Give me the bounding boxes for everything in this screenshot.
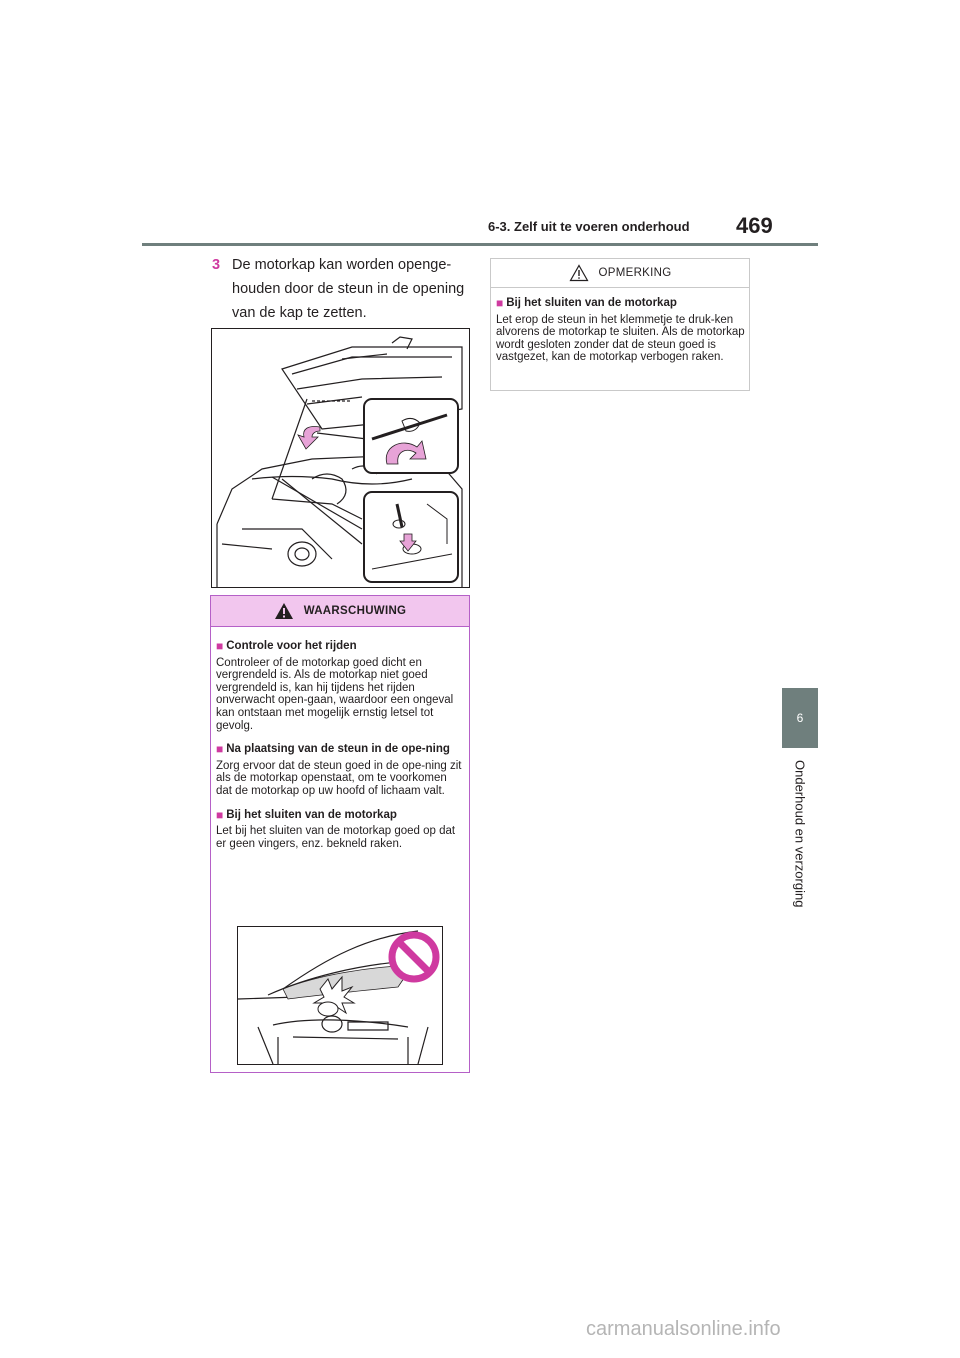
note-section-text: Let erop de steun in het klemmetje te druk-ken alvorens de motorkap te sluiten. Als de motorkap wordt gesloten zonder dat de steun goed is vastgezet, kan de motorkap verbogen raken. [496, 313, 745, 364]
note-title: OPMERKING [598, 267, 672, 279]
square-bullet-icon: ■ [216, 742, 224, 757]
note-box [490, 258, 750, 391]
chapter-tab[interactable] [782, 688, 818, 748]
warning-title: WAARSCHUWING [303, 605, 407, 617]
engine-bay-drawing [212, 329, 469, 587]
warning-section-title: ■ Na plaatsing van de steun in de ope-ning [216, 742, 450, 757]
warning-section-text: Controleer of de motorkap goed dicht en vergrendeld is. Als de motorkap niet goed vergrendeld is, kan hij tijdens het rijden onverwacht open-gaan, waardoor een ongeval kan ontstaan met mogelijk ernstig letsel tot gevolg. [216, 656, 454, 732]
header-divider [142, 243, 818, 246]
watermark: carmanualsonline.info [586, 1318, 781, 1340]
hood-pinch-illustration [237, 926, 443, 1065]
square-bullet-icon: ■ [496, 296, 504, 310]
hood-support-illustration [211, 328, 470, 588]
warning-header [211, 596, 469, 627]
step-text: De motorkap kan worden openge-houden door de steun in de opening van de kap te zetten. [232, 257, 465, 321]
square-bullet-icon: ■ [216, 639, 224, 653]
warning-section-text: Let bij het sluiten van de motorkap goed op dat er geen vingers, enz. bekneld raken. [216, 825, 456, 850]
note-header [491, 259, 749, 288]
header-section-title: 6-3. Zelf uit te voeren onderhoud [488, 219, 690, 234]
detail-clip-inset [364, 399, 458, 473]
warning-section-title: ■ Controle voor het rijden [216, 639, 357, 653]
detail-hole-inset [364, 492, 458, 582]
square-bullet-icon: ■ [216, 807, 224, 822]
chapter-number: 6 [796, 711, 804, 725]
warning-section-text: Zorg ervoor dat de steun goed in de ope-ning zit als de motorkap openstaat, om te voorkomen dat de motorkap op uw hoofd of lichaam valt. [216, 759, 462, 797]
warning-triangle-icon [274, 602, 294, 620]
chapter-title: Onderhoud en verzorging [792, 760, 808, 908]
warning-box [210, 595, 470, 1073]
step-number: 3 [212, 257, 221, 273]
page-number: 469 [736, 213, 773, 238]
note-section-title: ■ Bij het sluiten van de motorkap [496, 296, 677, 310]
step-3 [212, 253, 474, 325]
caution-outline-icon [569, 264, 589, 282]
hood-closing-drawing [238, 927, 442, 1064]
chapter-title-vertical [784, 760, 816, 960]
warning-section-title: ■ Bij het sluiten van de motorkap [216, 807, 397, 822]
prohibited-icon [392, 935, 436, 979]
